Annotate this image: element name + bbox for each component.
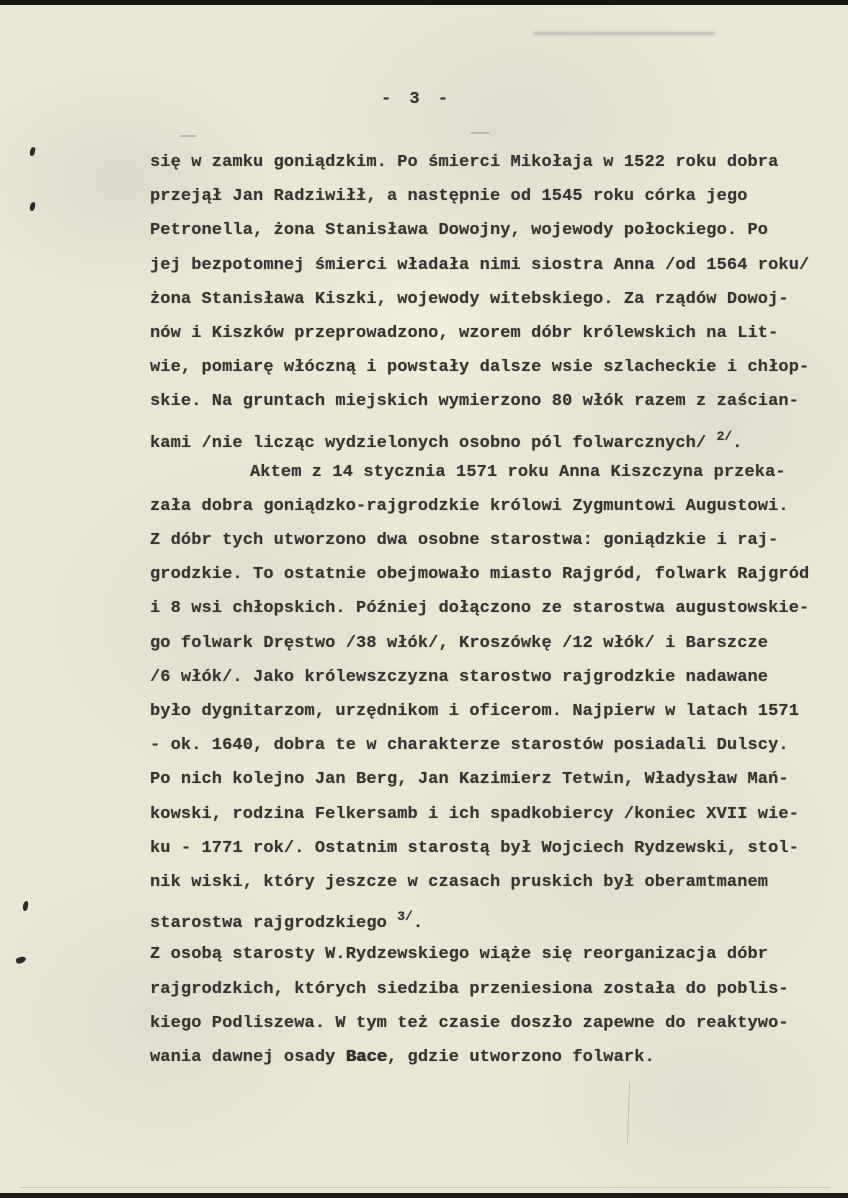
text-segment: wania dawnej osady <box>150 1047 346 1067</box>
scan-streak <box>533 32 715 35</box>
text-segment: . <box>412 914 424 934</box>
text-line <box>150 900 830 934</box>
text-line: Z dóbr tych utworzono dwa osobne starostwa: goniądzkie i raj- <box>150 531 779 551</box>
text-line: grodzkie. To ostatnie obejmowało miasto Rajgród, folwark Rajgród <box>150 565 810 585</box>
scan-line-bottom <box>20 1187 830 1188</box>
text-line: go folwark Dręstwo /38 włók/, Kroszówkę /12 włók/ i Barszcze <box>150 633 769 653</box>
text-line: skie. Na gruntach miejskich wymierzono 80 włók razem z zaścian- <box>150 392 800 412</box>
paragraph <box>150 938 830 1075</box>
ink-speck <box>22 901 28 912</box>
text-line: kiego Podliszewa. W tym też czasie doszło zapewne do reaktywo- <box>150 1013 789 1033</box>
ink-speck <box>29 147 36 157</box>
text-line <box>150 420 830 454</box>
text-line: się w zamku goniądzkim. Po śmierci Mikołaja w 1522 roku dobra <box>150 153 779 172</box>
text-line: jej bezpotomnej śmierci władała nimi siostra Anna /od 1564 roku/ <box>150 255 810 275</box>
text-line: było dygnitarzom, urzędnikom i oficerom. Najpierw w latach 1571 <box>150 702 800 721</box>
text-line: i 8 wsi chłopskich. Później dołączono ze starostwa augustowskie- <box>150 599 810 619</box>
scan-edge-top <box>0 0 848 5</box>
ink-speck <box>29 202 36 212</box>
text-line: nik wiski, który jeszcze w czasach pruskich był oberamtmanem <box>150 872 769 892</box>
overstruck-word: Bace <box>345 1047 387 1067</box>
text-line <box>150 1041 830 1075</box>
text-line: Petronella, żona Stanisława Dowojny, wojewody połockiego. Po <box>150 221 769 241</box>
text-line: ku - 1771 rok/. Ostatnim starostą był Wojciech Rydzewski, stol- <box>150 838 800 858</box>
text-line: rajgrodzkich, których siedziba przeniesiona została do poblis- <box>150 979 789 999</box>
text-block <box>150 146 830 1075</box>
footnote-marker: 3/ <box>397 909 413 925</box>
text-line: wie, pomiarę włóczną i powstały dalsze wsie szlacheckie i chłop- <box>150 358 810 378</box>
text-line: kowski, rodzina Felkersamb i ich spadkobiercy /koniec XVII wie- <box>150 804 800 824</box>
text-line: /6 włók/. Jako królewszczyzna starostwo rajgrodzkie nadawane <box>150 667 769 687</box>
footnote-marker: 2/ <box>716 428 733 444</box>
text-segment: . <box>732 433 743 453</box>
text-segment: , gdzie utworzono folwark. <box>386 1047 655 1067</box>
text-segment: kami /nie licząc wydzielonych osobno pól folwarcznych/ <box>150 433 717 453</box>
text-line: - ok. 1640, dobra te w charakterze starostów posiadali Dulscy. <box>150 736 789 756</box>
text-line: zała dobra goniądzko-rajgrodzkie królowi Zygmuntowi Augustowi. <box>150 496 789 516</box>
text-line: żona Stanisława Kiszki, wojewody witebskiego. Za rządów Dowoj- <box>150 289 789 309</box>
page-number: - 3 - <box>381 90 453 109</box>
text-line: Aktem z 14 stycznia 1571 roku Anna Kiszczyna przeka- <box>250 462 786 482</box>
paragraph <box>150 146 830 454</box>
scan-edge-bottom <box>0 1193 848 1198</box>
text-line: nów i Kiszków przeprowadzono, wzorem dóbr królewskich na Lit- <box>150 323 779 343</box>
text-line: Po nich kolejno Jan Berg, Jan Kazimierz Tetwin, Władysław Mań- <box>150 770 789 790</box>
text-segment: starostwa rajgrodzkiego <box>150 914 398 934</box>
ink-speck <box>15 956 26 965</box>
paragraph <box>150 456 830 935</box>
text-line: Z osobą starosty W.Rydzewskiego wiąże się reorganizacja dóbr <box>150 945 769 965</box>
paper-crease <box>627 1082 630 1144</box>
text-line: przejął Jan Radziwiłł, a następnie od 1545 roku córka jego <box>150 187 748 207</box>
pencil-mark <box>180 135 196 137</box>
pencil-mark <box>470 132 490 134</box>
